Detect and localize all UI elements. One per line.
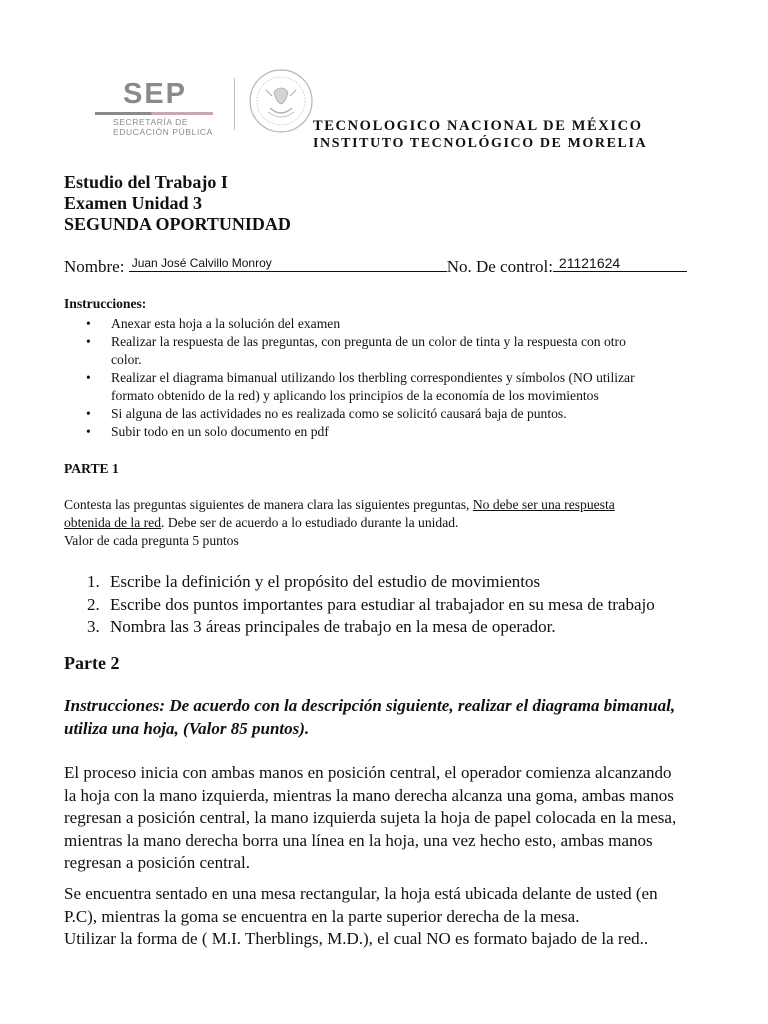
sep-logo-stripe (95, 112, 213, 115)
institute-name: INSTITUTO TECNOLÓGICO DE MORELIA (313, 136, 648, 151)
question-item: 3. Nombra las 3 áreas principales de trabajo en la mesa de operador. (87, 617, 556, 636)
parte2-paragraph-2: Se encuentra sentado en una mesa rectangular, la hoja está ubicada delante de usted (en P.C), mientras la goma se encuentra en la parte superior derecha de la mesa. Utilizar la forma de ( M.I. Therblings, M.D.), el cual NO es formato bajado de la red.. (64, 884, 658, 948)
header-divider (234, 78, 235, 130)
parte1-intro: Contesta las preguntas siguientes de manera clara las siguientes preguntas, No debe ser una respuesta obtenida de la red. Debe ser de acuerdo a lo estudiado durante la unidad. Valor de cada pregunta 5 puntos (64, 497, 615, 548)
sep-logo-subtitle: SECRETARÍA DE EDUCACIÓN PÚBLICA (113, 117, 213, 137)
exam-title: Examen Unidad 3 (64, 193, 203, 213)
question-item: 1. Escribe la definición y el propósito del estudio de movimientos (87, 572, 541, 591)
name-label: Nombre: (64, 257, 125, 276)
instruction-item: • Realizar el diagrama bimanual utilizando los therbling correspondientes y símbolos (NO utilizar formato obtenido de la red) y aplicando los principios de la economía de los movimientos (84, 369, 724, 405)
name-field[interactable] (129, 254, 447, 272)
parte2-heading: Parte 2 (64, 653, 120, 673)
sep-logo (95, 78, 220, 136)
course-title: Estudio del Trabajo I (64, 172, 228, 192)
parte1-heading: PARTE 1 (64, 461, 119, 476)
parte2-paragraph-1: El proceso inicia con ambas manos en posición central, el operador comienza alcanzando la hoja con la mano izquierda, mientras la mano derecha alcanza una goma, ambas manos regresan a posición central, la mano izquierda sujeta la hoja de papel colocada en la mesa, mientras la mano derecha borra una línea en la hoja, una vez hecho esto, ambas manos regresan a posición central. (64, 763, 677, 872)
instruction-item: • Si alguna de las actividades no es realizada como se solicitó causará baja de puntos. (84, 405, 724, 423)
mexico-coat-of-arms-seal-icon (248, 68, 314, 134)
parte1-questions (87, 571, 737, 639)
control-number-field[interactable] (553, 254, 687, 272)
control-label: No. De control: (446, 257, 553, 276)
name-value: Juan José Calvillo Monroy (131, 256, 272, 270)
question-item: 2. Escribe dos puntos importantes para estudiar al trabajador en su mesa de trabajo (87, 594, 655, 614)
instruction-item: • Subir todo en un solo documento en pdf (84, 423, 724, 441)
sep-logo-word: SEP (123, 78, 188, 110)
student-info-row (64, 254, 687, 277)
instruction-item: • Realizar la respuesta de las preguntas, con pregunta de un color de tinta y la respuesta con otro color. (84, 333, 724, 369)
parte2-instructions: Instrucciones: De acuerdo con la descripción siguiente, realizar el diagrama bimanual, utiliza una hoja, (Valor 85 puntos). (64, 696, 676, 738)
instructions-heading: Instrucciones: (64, 296, 147, 311)
institution-name: TECNOLOGICO NACIONAL DE MÉXICO (313, 118, 643, 134)
instruction-item: • Anexar esta hoja a la solución del examen (84, 315, 724, 333)
opportunity-title: SEGUNDA OPORTUNIDAD (64, 214, 291, 234)
control-number-value: 21121624 (558, 255, 621, 271)
instructions-list (84, 315, 724, 441)
